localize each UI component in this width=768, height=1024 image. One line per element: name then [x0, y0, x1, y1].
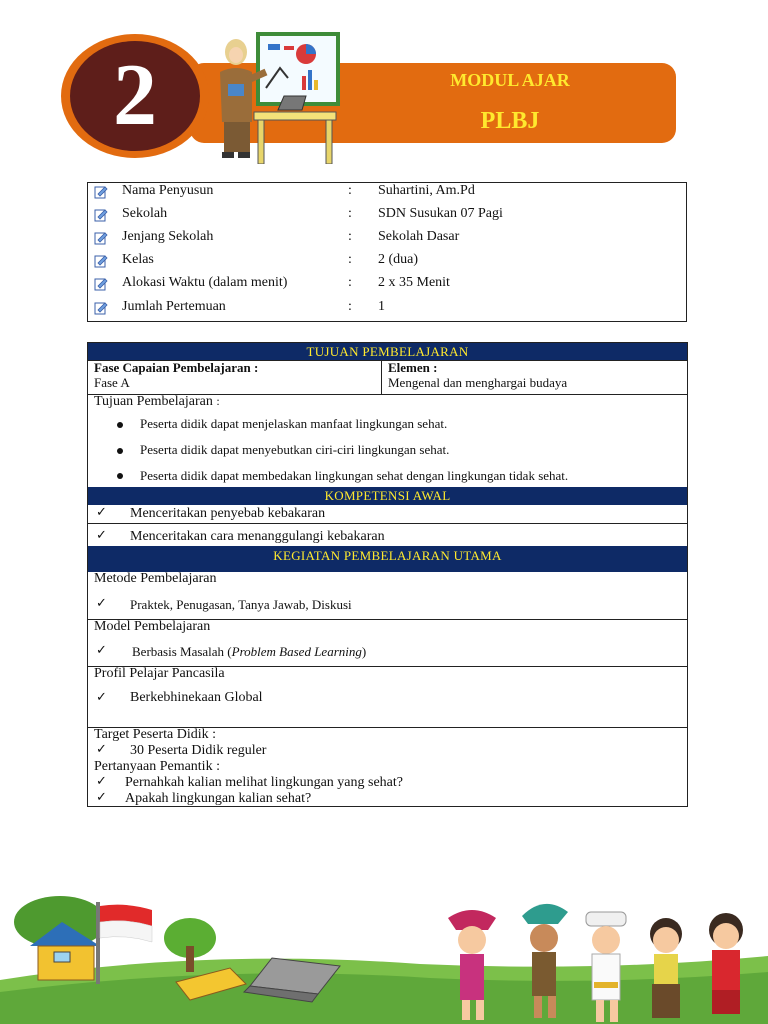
target-value: 30 Peserta Didik reguler [130, 743, 267, 758]
info-label: Alokasi Waktu (dalam menit) [122, 275, 288, 290]
info-colon: : [348, 299, 352, 314]
info-row [88, 206, 686, 228]
learning-plan-table [87, 342, 688, 807]
identity-box [87, 182, 687, 322]
elemen-label: Elemen : [388, 360, 438, 375]
section-heading-kegiatan: KEGIATAN PEMBELAJARAN UTAMA [88, 546, 687, 572]
module-title: MODUL AJAR [450, 70, 570, 90]
model-suffix: ) [361, 644, 367, 659]
check-icon: ✓ [96, 690, 107, 705]
check-icon: ✓ [96, 643, 107, 658]
edit-note-icon [94, 208, 108, 227]
info-colon: : [348, 252, 352, 267]
check-icon: ✓ [96, 790, 107, 805]
edit-note-icon [94, 277, 108, 296]
model-prefix: Berbasis Masalah ( [132, 644, 232, 659]
section-heading-tujuan: TUJUAN PEMBELAJARAN [88, 343, 687, 360]
info-row [88, 252, 686, 274]
model-value [132, 644, 366, 660]
model-italic: Problem Based Learning [231, 644, 362, 659]
info-row [88, 275, 686, 297]
profil-value: Berkebhinekaan Global [130, 690, 263, 705]
info-value: Suhartini, Am.Pd [378, 183, 475, 198]
tujuan-item: Peserta didik dapat membedakan lingkungan sehat dengan lingkungan tidak sehat. [140, 468, 569, 483]
tujuan-item: Peserta didik dapat menjelaskan manfaat lingkungan sehat. [140, 416, 448, 431]
tujuan-colon: : [216, 394, 220, 408]
bullet [117, 422, 123, 428]
metode-label: Metode Pembelajaran [94, 571, 217, 586]
info-value: 1 [378, 299, 385, 314]
info-row [88, 229, 686, 251]
edit-note-icon [94, 254, 108, 273]
info-colon: : [348, 183, 352, 198]
profil-label: Profil Pelajar Pancasila [94, 666, 225, 681]
check-icon: ✓ [96, 596, 107, 611]
info-label: Jumlah Pertemuan [122, 299, 226, 314]
info-value: SDN Susukan 07 Pagi [378, 206, 503, 221]
info-label: Kelas [122, 252, 154, 267]
edit-note-icon [94, 301, 108, 320]
info-label: Jenjang Sekolah [122, 229, 214, 244]
info-value: Sekolah Dasar [378, 229, 460, 244]
module-number: 2 [113, 47, 157, 144]
info-colon: : [348, 275, 352, 290]
info-label: Sekolah [122, 206, 168, 221]
bullet [117, 473, 123, 479]
metode-value: Praktek, Penugasan, Tanya Jawab, Diskusi [130, 597, 352, 612]
divider [381, 360, 382, 394]
teacher-illustration [208, 32, 340, 164]
elemen-value: Mengenal dan menghargai budaya [388, 375, 568, 390]
edit-note-icon [94, 231, 108, 250]
divider [88, 523, 687, 524]
section-heading-kompetensi: KOMPETENSI AWAL [88, 487, 687, 505]
pemantik-label: Pertanyaan Pemantik : [94, 759, 220, 774]
footer-illustration [0, 860, 768, 1024]
tujuan-label [94, 394, 220, 410]
pemantik-item: Apakah lingkungan kalian sehat? [125, 791, 312, 806]
fase-label: Fase Capaian Pembelajaran : [94, 360, 259, 375]
check-icon: ✓ [96, 774, 107, 789]
info-row [88, 299, 686, 321]
model-label: Model Pembelajaran [94, 619, 211, 634]
info-value: 2 x 35 Menit [378, 275, 450, 290]
info-value: 2 (dua) [378, 252, 419, 267]
fase-value: Fase A [94, 375, 130, 390]
info-label: Nama Penyusun [122, 183, 214, 198]
kompetensi-item: Menceritakan penyebab kebakaran [130, 506, 326, 521]
target-label: Target Peserta Didik : [94, 727, 217, 742]
check-icon: ✓ [96, 742, 107, 757]
info-colon: : [348, 206, 352, 221]
tujuan-label-text: Tujuan Pembelajaran [94, 394, 213, 409]
check-icon: ✓ [96, 505, 107, 520]
bullet [117, 448, 123, 454]
info-row [88, 183, 686, 205]
module-subject: PLBJ [480, 108, 540, 134]
pemantik-item: Pernahkah kalian melihat lingkungan yang sehat? [125, 775, 403, 790]
info-colon: : [348, 229, 352, 244]
tujuan-item: Peserta didik dapat menyebutkan ciri-ciri lingkungan sehat. [140, 442, 450, 457]
kompetensi-item: Menceritakan cara menanggulangi kebakaran [130, 529, 385, 544]
check-icon: ✓ [96, 528, 107, 543]
edit-note-icon [94, 185, 108, 204]
